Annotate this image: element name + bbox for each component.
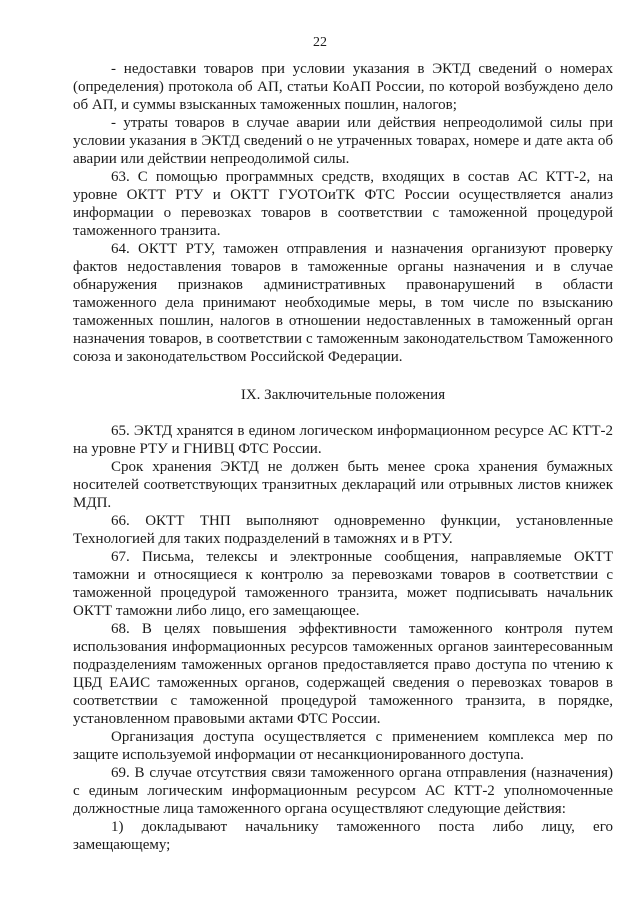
document-body xyxy=(73,60,613,854)
paragraph: 67. Письма, телексы и электронные сообщения, направляемые ОКТТ таможни и относящиеся к контролю за перевозками товаров в соответствии с таможенной процедурой таможенного транзита, может подписывать начальник ОКТТ таможни либо лицо, его замещающее. xyxy=(73,549,613,619)
paragraph: 65. ЭКТД хранятся в едином логическом информационном ресурсе АС КТТ-2 на уровне РТУ и ГНИВЦ ФТС России. xyxy=(73,423,613,457)
section-heading: IX. Заключительные положения xyxy=(240,387,446,403)
paragraph: 63. С помощью программных средств, входящих в состав АС КТТ-2, на уровне ОКТТ РТУ и ОКТТ ГУОТОиТК ФТС России осуществляется анализ информации о перевозках товаров в соответствии с таможенной процедурой таможенного транзита. xyxy=(73,169,613,239)
paragraph: - недоставки товаров при условии указания в ЭКТД сведений о номерах (определения) протокола об АП, статьи КоАП России, по которой возбуждено дело об АП, и суммы взысканных таможенных пошлин, налогов; xyxy=(73,61,613,113)
paragraph: 66. ОКТТ ТНП выполняют одновременно функции, установленные Технологией для таких подразделений в таможнях и в РТУ. xyxy=(73,513,613,547)
paragraph: 68. В целях повышения эффективности таможенного контроля путем использования информационных ресурсов таможенных органов заинтересованным подразделениям таможенных органов предоставляется право доступа по чтению к ЦБД ЕАИС таможенных органов, содержащей сведения о перевозках товаров в соответствии с таможенной процедурой таможенного транзита, в порядке, установленном правовыми актами ФТС России. xyxy=(73,621,613,727)
paragraph: Организация доступа осуществляется с применением комплекса мер по защите используемой информации от несанкционированного доступа. xyxy=(73,729,613,763)
paragraph: - утраты товаров в случае аварии или действия непреодолимой силы при условии указания в ЭКТД сведений о не утраченных товарах, номере и дате акта об аварии или действии непреодолимой силы. xyxy=(73,115,613,167)
paragraph: Срок хранения ЭКТД не должен быть менее срока хранения бумажных носителей соответствующих транзитных деклараций или отрывных листов книжек МДП. xyxy=(73,459,613,511)
page-number: 22 xyxy=(313,35,327,50)
paragraph: 69. В случае отсутствия связи таможенного органа отправления (назначения) с единым логическим информационным ресурсом АС КТТ-2 уполномоченные должностные лица таможенного органа осуществляют следующие действия: xyxy=(73,765,613,817)
paragraph: 1) докладывают начальнику таможенного поста либо лицу, его замещающему; xyxy=(73,819,613,853)
paragraph: 64. ОКТТ РТУ, таможен отправления и назначения организуют проверку фактов недоставления товаров в таможенные органы назначения и в случае обнаружения признаков административных правонарушений в области таможенного дела принимают необходимые меры, в том числе по взысканию таможенных пошлин, налогов в отношении недоставленных в таможенный орган назначения товаров, в соответствии с таможенным законодательством Таможенного союза и законодательством Российской Федерации. xyxy=(73,241,613,365)
